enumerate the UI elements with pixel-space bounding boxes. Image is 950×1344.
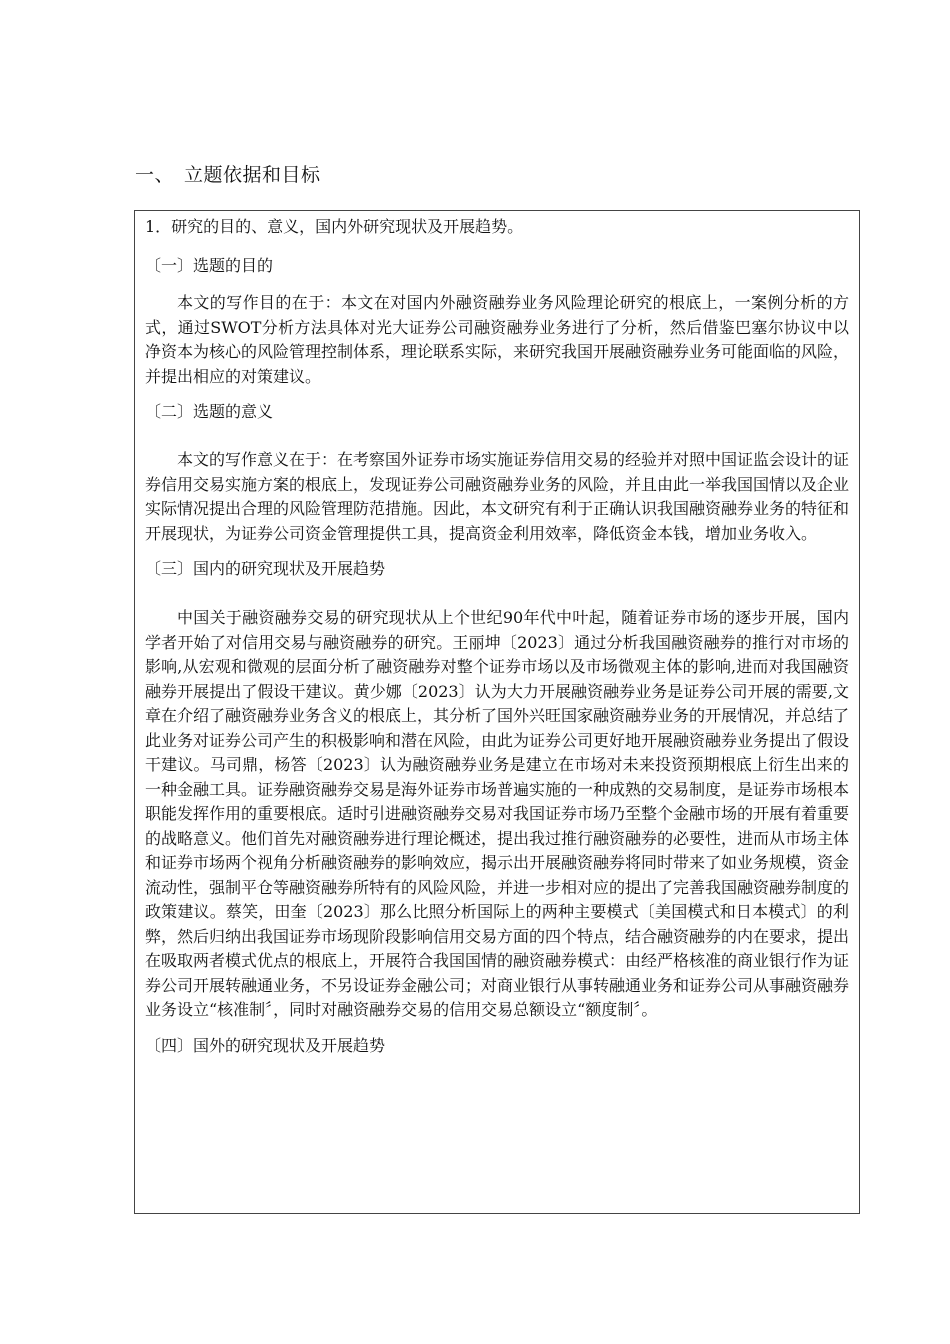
paragraph-purpose: 本文的写作目的在于：本文在对国内外融资融券业务风险理论研究的根底上，一案例分析的方式，通过SWOT分析方法具体对光大证券公司融资融券业务进行了分析，然后借鉴巴塞尔协议中以净资本为核心的风险管理控制体系，理论联系实际，来研究我国开展融资融券业务可能面临的风险，并提出相应的对策建议。 <box>145 293 850 386</box>
paragraph-significance: 本文的写作意义在于：在考察国外证券市场实施证券信用交易的经验并对照中国证监会设计的证券信用交易实施方案的根底上，发现证券公司融资融券业务的风险，并且由此一举我国国情以及企业实际情况提出合理的风险管理防范措施。因此，本文研究有利于正确认识我国融资融券业务的特征和开展现状，为证券公司资金管理提供工具，提高资金利用效率，降低资金本钱，增加业务收入。 <box>145 450 850 543</box>
subsection-heading-significance: 〔二〕选题的意义 <box>145 402 274 421</box>
box-title: 1．研究的目的、意义，国内外研究现状及开展趋势。 <box>145 217 524 236</box>
subsection-heading-purpose: 〔一〕选题的目的 <box>145 256 274 275</box>
subsection-heading-domestic: 〔三〕国内的研究现状及开展趋势 <box>145 559 386 578</box>
section-heading: 一、 立题依据和目标 <box>135 164 321 186</box>
subsection-heading-foreign: 〔四〕国外的研究现状及开展趋势 <box>145 1035 386 1055</box>
paragraph-domestic: 中国关于融资融券交易的研究现状从上个世纪90年代中叶起，随着证券市场的逐步开展，国内学者开始了对信用交易与融资融券的研究。王丽坤〔2023〕通过分析我国融资融券的推行对市场的影响,从宏观和微观的层面分析了融资融券对整个证券市场以及市场微观主体的影响,进而对我国融资融券开展提出了假设干建议。黄少娜〔2023〕认为大力开展融资融券业务是证券公司开展的需要,文章在介绍了融资融券业务含义的根底上，其分析了国外兴旺国家融资融券业务的开展情况，并总结了此业务对证券公司产生的积极影响和潜在风险，由此为证券公司更好地开展融资融券业务提出了假设干建议。马司鼎，杨答〔2023〕认为融资融券业务是建立在市场对未来投资预期根底上衍生出来的一种金融工具。证券融资融券交易是海外证券市场普遍实施的一种成熟的交易制度，是证券市场根本职能发挥作用的重要根底。适时引进融资融券交易对我国证券市场乃至整个金融市场的开展有着重要的战略意义。他们首先对融资融券进行理论概述，提出我过推行融资融券的必要性，进而从市场主体和证券市场两个视角分析融资融券的影响效应，揭示出开展融资融券将同时带来了如业务规模，资金流动性，强制平仓等融资融券所特有的风险风险，并进一步相对应的提出了完善我国融资融券制度的政策建议。蔡笑，田奎〔2023〕那么比照分析国际上的两种主要模式〔美国模式和日本模式〕的利弊，然后归纳出我国证券市场现阶段影响信用交易方面的四个特点，结合融资融券的内在要求，提出在吸取两者模式优点的根底上，开展符合我国国情的融资融券模式：由经严格核准的商业银行作为证券公司开展转融通业务，不另设证券金融公司；对商业银行从事转融通业务和证券公司从事融资融券业务设立“核准制〞，同时对融资融券交易的信用交易总额设立“额度制〞。 <box>145 608 850 1019</box>
content-box <box>134 210 860 1214</box>
